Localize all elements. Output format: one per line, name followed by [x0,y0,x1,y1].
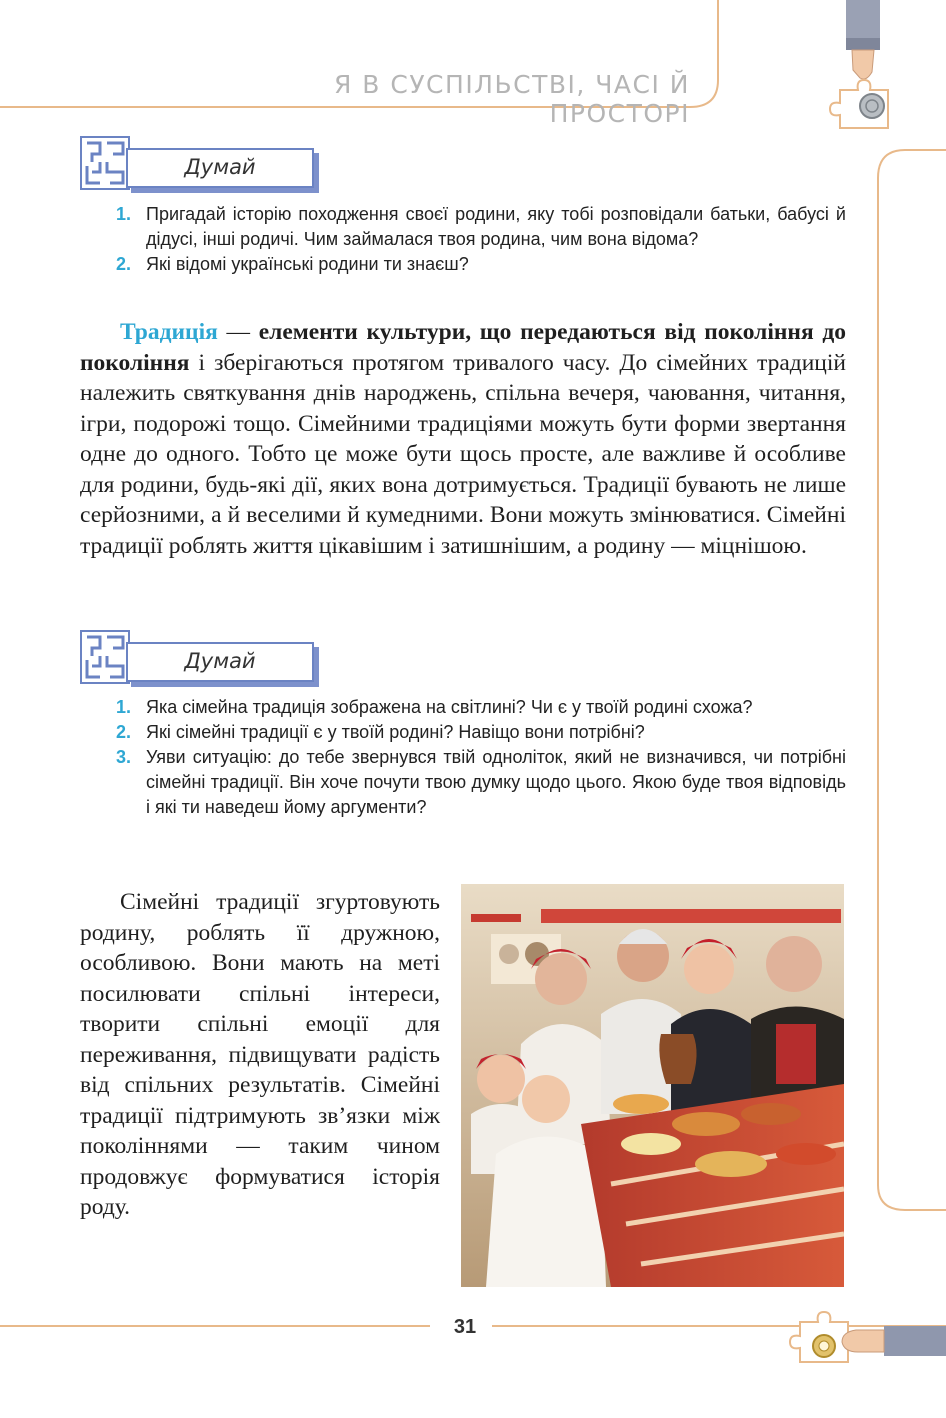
item-number: 2. [116,254,132,274]
item-text: Які сімейні традиції є у твоїй родині? Навіщо вони потрібні? [146,722,645,742]
think-questions-2 [116,695,846,820]
think-questions-1 [116,202,846,277]
coin-icon [860,94,884,118]
term-definition: елементи культури, що передаються від покоління до покоління [80,319,847,376]
think-heading [80,136,320,198]
think-heading [80,630,320,692]
list-item [116,745,846,820]
hand-icon [846,0,880,79]
puzzle-piece-icon [830,80,888,128]
think-label: Думай [184,649,256,673]
item-text: Яка сімейна традиція зображена на світлині? Чи є у твоїй родині схожа? [146,697,753,717]
item-text: Пригадай історію походження своєї родини, яку тобі розповідали батьки, бабусі й дідусі, інші родичі. Чим займалася твоя родина, чим вона відома? [146,204,846,249]
puzzle-piece-icon [790,1312,848,1362]
family-photo [461,884,844,1287]
list-item [116,252,846,277]
think-label: Думай [184,155,256,179]
item-text: Уяви ситуацію: до тебе звернувся твій одноліток, який не визначився, чи потрібні сімейні традиції. Він хоче почути твою думку щодо цього. Якою буде твоя відповідь і які ти наведеш йому аргументи? [146,747,846,817]
list-item [116,720,846,745]
family-traditions-paragraph: Сімейні традиції згуртовують родину, роблять її дружною, особливою. Вони мають на меті посилювати спільні інтереси, творити спільні емоції для переживання, підвищувати радість від спільних результатів. Сімейні традиції підтримують зв’язки між поколіннями — таким чином продовжує формуватися історія роду. [80,889,440,1220]
term-highlight: Традиція [120,319,218,345]
term-dash: — [217,319,259,345]
item-number: 3. [116,747,132,767]
tradition-definition-paragraph [80,317,846,561]
paragraph-text: і зберігаються протягом тривалого часу. До сімейних традицій належить святкування днів народжень, спільна вечеря, чаювання, читання, ігри, подорожі тощо. Сімейними традиціями можуть бути форми звертання одне до одного. Тобто це може бути щось просте, але важливе й особливе для родини, будь-які дії, яких вона дотримується. Традиції бувають не лише серйозними, а й веселими й кумедними. Вони можуть змінюватися. Сімейні традиції роблять життя цікавішим і затишнішим, а родину — міцнішою. [80,349,846,559]
item-text: Які відомі українські родини ти знаєш? [146,254,469,274]
maze-icon [80,630,130,684]
item-number: 1. [116,204,132,224]
maze-icon [80,136,130,190]
hand-icon [842,1326,946,1356]
list-item [116,695,846,720]
item-number: 1. [116,697,132,717]
list-item [116,202,846,252]
coin-icon [813,1335,835,1357]
chapter-header: Я В СУСПІЛЬСТВІ, ЧАСІ Й ПРОСТОРІ [333,70,690,128]
item-number: 2. [116,722,132,742]
page-number: 31 [453,1316,477,1338]
